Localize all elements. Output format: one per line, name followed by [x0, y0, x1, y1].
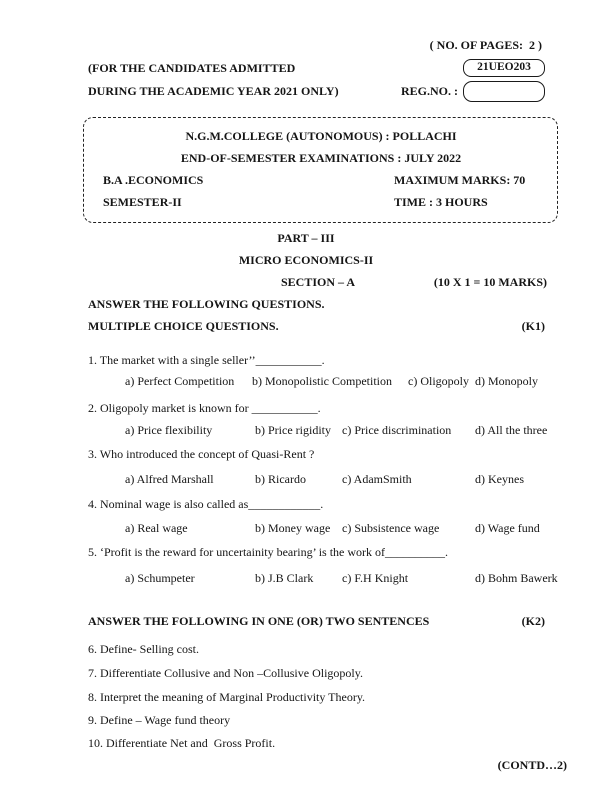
question-5-option-b: b) J.B Clark: [255, 571, 314, 585]
question-9-text: 9. Define – Wage fund theory: [88, 713, 231, 727]
exam-title: END-OF-SEMESTER EXAMINATIONS : JULY 2022: [180, 151, 462, 165]
header-row-1: [88, 58, 545, 78]
short-answer-heading: ANSWER THE FOLLOWING IN ONE (OR) TWO SENTENCES: [88, 614, 430, 628]
college-name: N.G.M.COLLEGE (AUTONOMOUS) : POLLACHI: [185, 129, 457, 143]
question-2: [0, 400, 612, 438]
subject-title: MICRO ECONOMICS-II: [238, 253, 374, 267]
mcq-heading: MULTIPLE CHOICE QUESTIONS.: [88, 319, 279, 333]
question-4: [0, 496, 612, 536]
question-5-option-a: a) Schumpeter: [125, 571, 195, 585]
question-4-text: 4. Nominal wage is also called as____________.: [88, 497, 324, 511]
regno-group: [401, 81, 545, 102]
time-allowed: TIME : 3 HOURS: [394, 195, 488, 209]
mcq-heading-row: [88, 318, 545, 334]
question-1-option-d: d) Monopoly: [475, 374, 538, 388]
section-marks: (10 X 1 = 10 MARKS): [433, 275, 547, 289]
question-3: [0, 446, 612, 487]
question-4-option-b: b) Money wage: [255, 521, 331, 535]
question-3-text: 3. Who introduced the concept of Quasi-Rent ?: [88, 447, 315, 461]
question-10-text: 10. Differentiate Net and Gross Profit.: [88, 736, 276, 750]
k2-badge: (K2): [521, 614, 545, 628]
question-1-option-a: a) Perfect Competition: [125, 374, 235, 388]
question-5: [0, 544, 612, 586]
question-3-option-b: b) Ricardo: [255, 472, 306, 486]
question-1-text: 1. The market with a single seller’’___________.: [88, 353, 325, 367]
question-2-options: [125, 422, 612, 438]
admitted-line-1: (FOR THE CANDIDATES ADMITTED: [88, 60, 296, 75]
exam-info-box: [83, 117, 558, 223]
section-title: SECTION – A: [280, 275, 356, 289]
question-2-option-d: d) All the three: [475, 423, 548, 437]
continued-note: (CONTD…2): [497, 758, 567, 772]
header-block: [88, 58, 545, 102]
question-1: [0, 352, 612, 389]
no-of-pages: ( NO. OF PAGES: 2 ): [429, 38, 542, 52]
question-6: [0, 641, 612, 657]
part-title: PART – III: [277, 231, 335, 245]
question-4-options: [125, 520, 612, 536]
question-10: [0, 735, 612, 751]
question-4-option-a: a) Real wage: [125, 521, 188, 535]
question-3-option-a: a) Alfred Marshall: [125, 472, 214, 486]
question-5-text: 5. ‘Profit is the reward for uncertainity bearing’ is the work of__________.: [88, 545, 449, 559]
question-1-option-c: c) Oligopoly: [408, 374, 469, 388]
question-6-text: 6. Define- Selling cost.: [88, 642, 199, 656]
question-8-text: 8. Interpret the meaning of Marginal Productivity Theory.: [88, 690, 366, 704]
question-4-option-d: d) Wage fund: [475, 521, 540, 535]
header-row-2: [88, 80, 545, 102]
semester: SEMESTER-II: [103, 195, 182, 209]
question-2-option-b: b) Price rigidity: [255, 423, 331, 437]
question-9: [0, 712, 612, 728]
regno-box: [463, 81, 545, 102]
programme-row: [103, 169, 539, 191]
question-4-option-c: c) Subsistence wage: [342, 521, 440, 535]
programme: B.A .ECONOMICS: [103, 173, 204, 187]
question-1-options: [125, 373, 612, 389]
course-code-box: 21UEO203: [463, 59, 545, 77]
question-3-options: [125, 471, 612, 487]
question-7-text: 7. Differentiate Collusive and Non –Collusive Oligopoly.: [88, 666, 363, 680]
question-2-text: 2. Oligopoly market is known for ___________.: [88, 401, 321, 415]
admitted-line-2: DURING THE ACADEMIC YEAR 2021 ONLY): [88, 83, 339, 98]
question-7: [0, 665, 612, 681]
question-2-option-a: a) Price flexibility: [125, 423, 213, 437]
question-1-option-b: b) Monopolistic Competition: [252, 374, 392, 388]
max-marks: MAXIMUM MARKS: 70: [394, 173, 526, 187]
question-5-option-c: c) F.H Knight: [342, 571, 409, 585]
regno-label: REG.NO. :: [401, 83, 458, 98]
question-5-options: [125, 570, 612, 586]
question-8: [0, 689, 612, 705]
instruction-answer-following: ANSWER THE FOLLOWING QUESTIONS.: [88, 297, 325, 311]
question-2-option-c: c) Price discrimination: [342, 423, 452, 437]
question-3-option-c: c) AdamSmith: [342, 472, 412, 486]
question-5-option-d: d) Bohm Bawerk: [475, 571, 558, 585]
semester-row: [103, 191, 539, 213]
short-answer-heading-row: [88, 613, 545, 629]
question-3-option-d: d) Keynes: [475, 472, 524, 486]
section-row: [0, 274, 612, 290]
k1-badge: (K1): [521, 319, 545, 333]
